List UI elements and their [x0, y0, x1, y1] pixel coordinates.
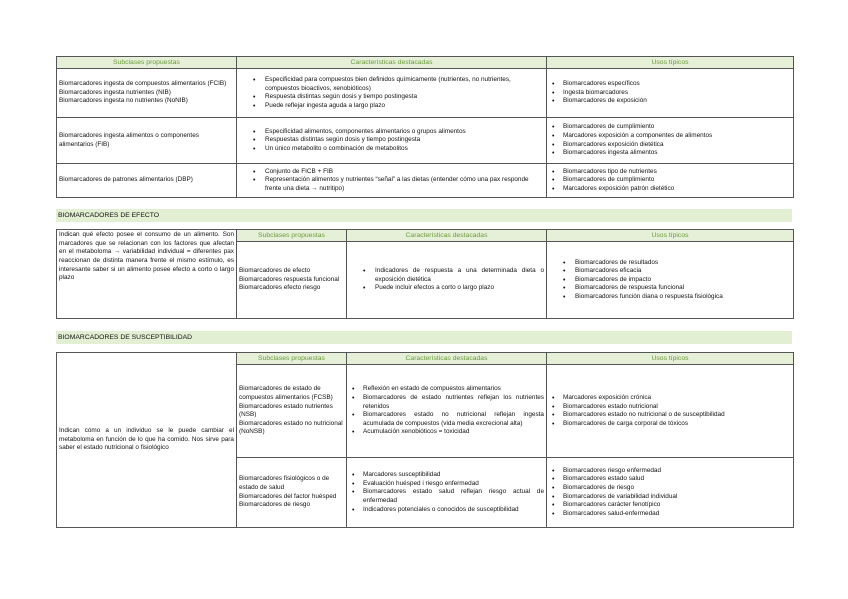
section-title-efecto: BIOMARCADORES DE EFECTO: [56, 209, 792, 222]
header-subclasses: Subclases propuestas: [57, 57, 237, 69]
table-row: [57, 164, 794, 198]
features-cell: [237, 164, 547, 198]
subclass-cell: Biomarcadores ingesta alimentos o componentes alimentarios (FIB): [57, 118, 237, 164]
header-uses: Usos típicos: [547, 353, 794, 365]
list-item: • Marcadores exposición a componentes de alimentos: [549, 132, 791, 141]
subclass-cell: Biomarcadores ingesta de compuestos alimentarios (FCIB) Biomarcadores ingesta nutrientes (NIB) Biomarcadores ingesta no nutrientes (NoNIB): [57, 69, 237, 118]
list-item: • Biomarcadores estado nutricional: [549, 403, 791, 412]
list-item: • Ingesta biomarcadores: [549, 89, 791, 98]
list-item: • Biomarcadores ingesta alimentos: [549, 149, 791, 158]
list-item: • Biomarcadores de resultados: [549, 259, 791, 268]
features-cell: [347, 365, 547, 458]
list-item: • Conjunto de FICB + FIB: [239, 168, 544, 177]
table-row: [57, 69, 794, 118]
susceptibility-biomarkers-table: [56, 352, 794, 528]
header-subclasses: Subclases propuestas: [237, 353, 347, 365]
efecto-description: Indican qué efecto posee el consumo de un alimento. Son marcadores que se relacionan con los factores que afectan en el metaboloma → variabilidad individual = diferentes pax reaccionan de distinta manera frente el mismo estímulo, es interesante saber si un alimento posee efecto a corto o largo plazo: [57, 230, 237, 319]
list-item: • Biomarcadores estado no nutricional reflejan ingesta acumulada de compuestos (vida media excrecional alta): [349, 411, 544, 428]
list-item: • Biomarcadores exposición dietética: [549, 141, 791, 150]
list-item: • Acumulación xenobióticos = toxicidad: [349, 428, 544, 437]
list-item: • Biomarcadores de respuesta funcional: [549, 284, 791, 293]
list-item: • Biomarcadores de estado nutrientes reflejan los nutrientes retenidos: [349, 394, 544, 411]
uses-cell: [547, 69, 794, 118]
list-item: • Indicadores potenciales o conocidos de susceptibilidad: [349, 506, 544, 515]
uses-cell: [547, 242, 794, 319]
list-item: • Respuestas distintas según dosis y tiempo postingesta: [239, 136, 544, 145]
list-item: • Un único metabolito o combinación de metabolitos: [239, 145, 544, 154]
section-title-susceptibilidad: BIOMARCADORES DE SUSCEPTIBILIDAD: [56, 331, 792, 344]
susceptibilidad-description: Indican cómo a un individuo se le puede cambiar el metaboloma en función de lo que ha comido. Nos sirve para saber el estado nutricional o fisiológico: [57, 353, 237, 528]
list-item: • Representación alimentos y nutrientes “señal” a las dietas (entender cómo una pax responde frente una dieta → nutritipo): [239, 176, 544, 193]
list-item: • Evaluación huésped i riesgo enfermedad: [349, 480, 544, 489]
header-features: Características destacadas: [347, 230, 547, 242]
list-item: • Biomarcadores de carga corporal de tóxicos: [549, 420, 791, 429]
list-item: • Respuesta distintas según dosis y tiempo postingesta: [239, 93, 544, 102]
list-item: • Reflexión en estado de compuestos alimentarios: [349, 385, 544, 394]
intake-biomarkers-table: [56, 56, 794, 198]
list-item: • Biomarcadores tipo de nutrientes: [549, 168, 791, 177]
list-item: • Biomarcadores de riesgo: [549, 484, 791, 493]
list-item: • Marcadores exposición crónica: [549, 394, 791, 403]
subclass-cell: Biomarcadores fisiológicos o de estado de salud Biomarcadores del factor huésped Biomarcadores de riesgo: [237, 458, 347, 528]
list-item: • Biomarcadores de variabilidad individual: [549, 493, 791, 502]
list-item: • Marcadores susceptibilidad: [349, 471, 544, 480]
uses-cell: [547, 164, 794, 198]
list-item: • Biomarcadores eficacia: [549, 267, 791, 276]
list-item: • Biomarcadores carácter fenotípico: [549, 501, 791, 510]
features-cell: [347, 242, 547, 319]
list-item: • Biomarcadores de exposición: [549, 97, 791, 106]
list-item: • Biomarcadores salud-enfermedad: [549, 510, 791, 519]
header-features: Características destacadas: [347, 353, 547, 365]
list-item: • Biomarcadores de impacto: [549, 276, 791, 285]
subclass-cell: Biomarcadores de estado de compuestos alimentarios (FCSB) Biomarcadores estado nutrientes (NSB) Biomarcadores estado no nutricional (NoNSB): [237, 365, 347, 458]
table-row: [57, 118, 794, 164]
header-subclasses: Subclases propuestas: [237, 230, 347, 242]
header-features: Características destacadas: [237, 57, 547, 69]
features-cell: [347, 458, 547, 528]
list-item: • Especificidad para compuestos bien definidos químicamente (nutrientes, no nutrientes, compuestos bioactivos, xenobióticos): [239, 76, 544, 93]
uses-cell: [547, 365, 794, 458]
features-cell: [237, 118, 547, 164]
list-item: • Marcadores exposición patrón dietético: [549, 185, 791, 194]
uses-cell: [547, 458, 794, 528]
list-item: • Especificidad alimentos, componentes alimentarios o grupos alimentos: [239, 128, 544, 137]
features-cell: [237, 69, 547, 118]
list-item: • Biomarcadores función diana o respuesta fisiológica: [549, 293, 791, 302]
list-item: • Puede reflejar ingesta aguda a largo plazo: [239, 102, 544, 111]
list-item: • Biomarcadores específicos: [549, 80, 791, 89]
list-item: • Biomarcadores de cumplimiento: [549, 176, 791, 185]
list-item: • Biomarcadores estado no nutricional o de susceptibilidad: [549, 411, 791, 420]
list-item: • Biomarcadores estado salud reflejan riesgo actual de enfermedad: [349, 488, 544, 505]
subclass-cell: Biomarcadores de efecto Biomarcadores respuesta funcional Biomarcadores efecto riesgo: [237, 242, 347, 319]
header-uses: Usos típicos: [547, 57, 794, 69]
subclass-cell: Biomarcadores de patrones alimentarios (DBP): [57, 164, 237, 198]
uses-cell: [547, 118, 794, 164]
list-item: • Biomarcadores estado salud: [549, 475, 791, 484]
list-item: • Biomarcadores riesgo enfermedad: [549, 467, 791, 476]
effect-biomarkers-table: [56, 229, 794, 319]
list-item: • Puede incluir efectos a corto o largo plazo: [349, 284, 544, 293]
header-uses: Usos típicos: [547, 230, 794, 242]
list-item: • Indicadores de respuesta a una determinada dieta o exposición dietética: [349, 267, 544, 284]
list-item: • Biomarcadores de cumplimiento: [549, 123, 791, 132]
